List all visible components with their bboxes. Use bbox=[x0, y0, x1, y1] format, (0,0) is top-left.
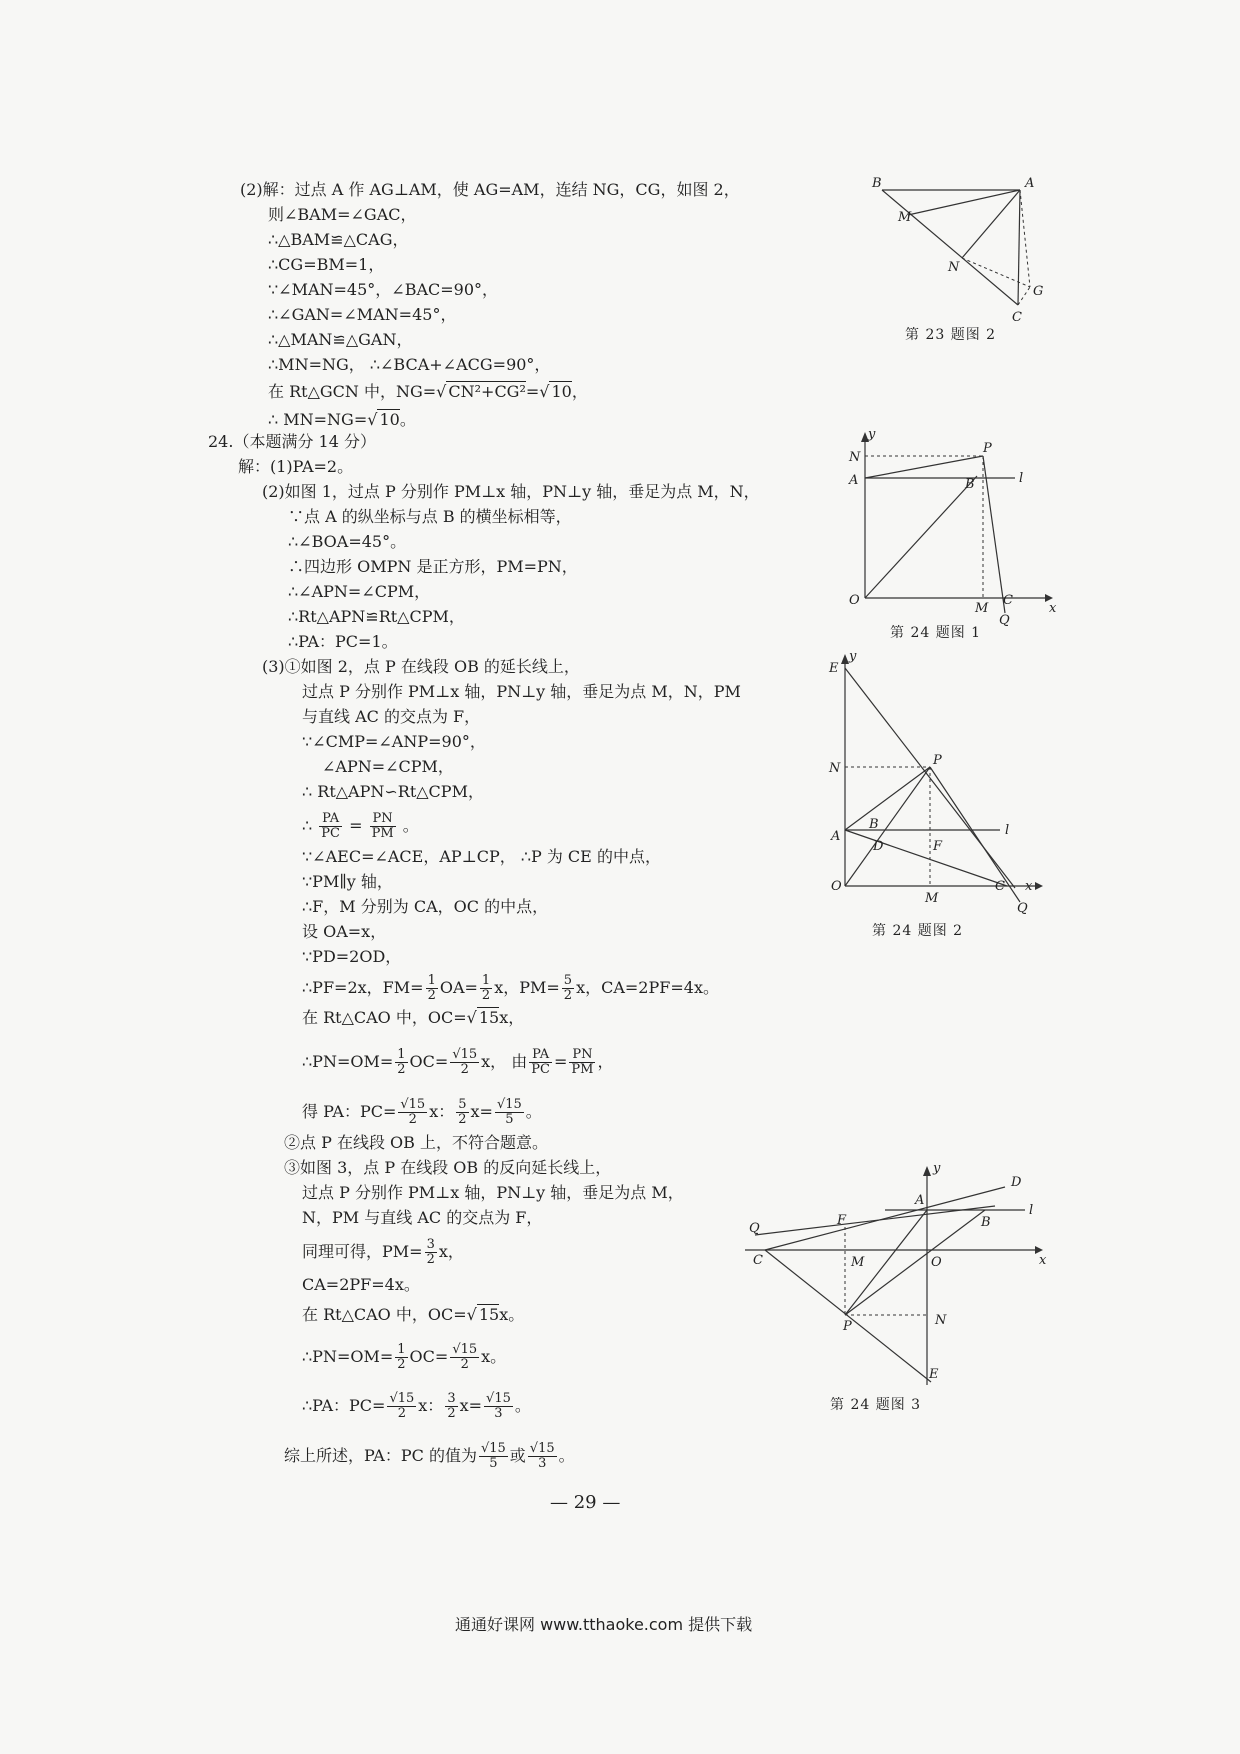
q24-p2: (2)如图 1，过点 P 分别作 PM⊥x 轴，PN⊥y 轴，垂足为点 M，N， bbox=[262, 482, 760, 501]
frac-den: 5 bbox=[505, 1112, 514, 1127]
q24-caption-1: 第 24 题图 1 bbox=[890, 625, 982, 641]
q24-p9: (3)①如图 2，点 P 在线段 OB 的延长线上， bbox=[262, 657, 580, 676]
frac-den: 2 bbox=[397, 1357, 406, 1372]
q24-p12: ∵∠CMP=∠ANP=90°， bbox=[302, 732, 486, 751]
frac-num: 1 bbox=[397, 1047, 406, 1062]
q23-line-6: ∴∠GAN=∠MAN=45°， bbox=[268, 305, 457, 324]
svg-text:y: y bbox=[933, 1161, 941, 1176]
svg-text:B: B bbox=[965, 477, 975, 492]
frac-num: PA bbox=[319, 812, 342, 827]
q24-p22: 在 Rt△CAO 中，OC=√ 15x， bbox=[302, 1008, 525, 1027]
frac bbox=[456, 1098, 468, 1127]
q23-figure bbox=[870, 175, 1060, 325]
svg-text:N: N bbox=[935, 1313, 947, 1328]
q24-p3: ∵点 A 的纵坐标与点 B 的横坐标相等， bbox=[288, 507, 572, 526]
q24-p14: ∴ Rt△APN∽Rt△CPM， bbox=[302, 782, 484, 801]
q23-l9-sqrt: CN²+CG² bbox=[448, 382, 526, 401]
frac-num: 3 bbox=[447, 1391, 456, 1406]
q24-p10: 过点 P 分别作 PM⊥x 轴，PN⊥y 轴，垂足为点 M，N，PM bbox=[302, 682, 741, 701]
svg-text:P: P bbox=[983, 441, 992, 456]
t: x。 bbox=[481, 1347, 507, 1366]
q23-l10-text: ∴ MN=NG= bbox=[268, 410, 368, 429]
q24-figure-2 bbox=[825, 650, 1055, 920]
svg-text:B: B bbox=[872, 176, 882, 191]
svg-text:Q: Q bbox=[749, 1221, 760, 1236]
svg-text:P: P bbox=[933, 753, 942, 768]
t: x： bbox=[429, 1102, 455, 1121]
q24-p30: CA=2PF=4x。 bbox=[302, 1275, 420, 1294]
q23-caption: 第 23 题图 2 bbox=[905, 327, 997, 343]
q24-p1: 解：(1)PA=2。 bbox=[238, 457, 354, 476]
frac bbox=[450, 1048, 479, 1077]
frac-den: PM bbox=[371, 826, 394, 841]
svg-text:M: M bbox=[898, 210, 912, 225]
q24-p13: ∠APN=∠CPM， bbox=[322, 757, 454, 776]
frac-num: 1 bbox=[397, 1342, 406, 1357]
t: OC= bbox=[409, 1347, 449, 1366]
svg-text:A: A bbox=[831, 829, 841, 844]
t: 同理可得，PM= bbox=[302, 1242, 423, 1261]
q24-p25: ②点 P 在线段 OB 上，不符合题意。 bbox=[284, 1133, 548, 1152]
svg-text:N: N bbox=[948, 260, 960, 275]
frac-num: 1 bbox=[427, 973, 436, 988]
q24-p33 bbox=[302, 1392, 531, 1421]
frac-den: 2 bbox=[447, 1406, 456, 1421]
svg-text:l: l bbox=[1019, 471, 1024, 486]
t: x， 由 bbox=[481, 1052, 528, 1071]
frac bbox=[529, 1048, 552, 1077]
svg-text:A: A bbox=[849, 473, 859, 488]
q23-line-2: 则∠BAM=∠GAC， bbox=[268, 205, 417, 224]
t: x，CA=2PF=4x。 bbox=[576, 978, 719, 997]
svg-text:D: D bbox=[873, 839, 884, 854]
t: ∴PN=OM= bbox=[302, 1052, 394, 1071]
q24-p19: 设 OA=x， bbox=[302, 922, 387, 941]
svg-text:B: B bbox=[869, 817, 879, 832]
frac bbox=[569, 1048, 595, 1077]
svg-text:l: l bbox=[1005, 823, 1010, 838]
q24-p27: 过点 P 分别作 PM⊥x 轴，PN⊥y 轴，垂足为点 M， bbox=[302, 1183, 684, 1202]
frac-den: 3 bbox=[494, 1406, 503, 1421]
svg-text:O: O bbox=[849, 593, 860, 608]
t: 或 bbox=[509, 1446, 526, 1465]
svg-text:A: A bbox=[1025, 176, 1035, 191]
q24-p23 bbox=[302, 1048, 613, 1077]
t: ∴PA：PC= bbox=[302, 1396, 386, 1415]
frac-den: 5 bbox=[489, 1456, 498, 1471]
t: 综上所述，PA：PC 的值为 bbox=[284, 1446, 477, 1465]
frac-den: PM bbox=[571, 1062, 594, 1077]
svg-text:N: N bbox=[829, 761, 841, 776]
q24-p15-frac1 bbox=[319, 812, 342, 841]
frac-den: 2 bbox=[460, 1357, 469, 1372]
q24-header: 24.（本题满分 14 分） bbox=[208, 432, 376, 451]
svg-text:P: P bbox=[843, 1319, 852, 1334]
frac-den: 2 bbox=[427, 988, 436, 1003]
q24-p7: ∴Rt△APN≌Rt△CPM， bbox=[288, 607, 465, 626]
frac bbox=[479, 1442, 508, 1471]
svg-text:y: y bbox=[868, 427, 876, 442]
frac-den: 2 bbox=[458, 1112, 467, 1127]
q24-p34 bbox=[284, 1442, 575, 1471]
sqrt: 15 bbox=[478, 1305, 500, 1324]
frac-den: 2 bbox=[397, 1062, 406, 1077]
q23-line-10: ∴ MN=NG=√ 10。 bbox=[268, 410, 416, 429]
q24-p29 bbox=[302, 1238, 464, 1267]
q24-p5: ∴四边形 OMPN 是正方形，PM=PN， bbox=[288, 557, 578, 576]
q23-line-5: ∵∠MAN=45°，∠BAC=90°， bbox=[268, 280, 499, 299]
frac bbox=[528, 1442, 557, 1471]
frac bbox=[395, 1048, 407, 1077]
q24-figure-1 bbox=[835, 427, 1057, 628]
frac-num: 5 bbox=[458, 1097, 467, 1112]
t: 在 Rt△CAO 中，OC= bbox=[302, 1008, 467, 1027]
t: x= bbox=[470, 1102, 493, 1121]
t: = bbox=[553, 1052, 568, 1071]
q24-p4: ∴∠BOA=45°。 bbox=[288, 532, 407, 551]
svg-text:F: F bbox=[837, 1213, 847, 1228]
q24-figure-3 bbox=[735, 1160, 1055, 1390]
q23-line-9: 在 Rt△GCN 中，NG=√ CN²+CG²=√ 10， bbox=[268, 382, 588, 401]
q24-p24 bbox=[302, 1098, 542, 1127]
svg-text:D: D bbox=[1011, 1175, 1022, 1190]
q24-caption-3: 第 24 题图 3 bbox=[830, 1397, 922, 1413]
svg-text:F: F bbox=[933, 839, 943, 854]
frac bbox=[395, 1343, 407, 1372]
q24-p26: ③如图 3，点 P 在线段 OB 的反向延长线上， bbox=[284, 1158, 612, 1177]
t: x= bbox=[459, 1396, 483, 1415]
svg-text:x: x bbox=[1025, 879, 1033, 894]
frac-den: 2 bbox=[426, 1252, 435, 1267]
svg-text:x: x bbox=[1049, 601, 1057, 616]
q24-p21 bbox=[302, 974, 719, 1003]
frac bbox=[387, 1392, 416, 1421]
svg-text:C: C bbox=[753, 1253, 763, 1268]
frac bbox=[495, 1098, 524, 1127]
svg-text:E: E bbox=[929, 1367, 939, 1382]
frac bbox=[562, 974, 574, 1003]
svg-text:C: C bbox=[1012, 310, 1022, 325]
q24-p32 bbox=[302, 1343, 506, 1372]
frac-den: PC bbox=[321, 826, 340, 841]
frac bbox=[398, 1098, 427, 1127]
q23-l9-text: 在 Rt△GCN 中，NG= bbox=[268, 382, 437, 401]
svg-text:N: N bbox=[849, 450, 861, 465]
frac-num: √15 bbox=[389, 1391, 415, 1406]
svg-text:O: O bbox=[931, 1255, 942, 1270]
q23-line-1: (2)解：过点 A 作 AG⊥AM，使 AG=AM，连结 NG，CG，如图 2， bbox=[240, 180, 740, 199]
frac-den: 2 bbox=[563, 988, 573, 1003]
svg-text:C: C bbox=[1003, 593, 1013, 608]
q23-l10-sqrt: 10 bbox=[379, 410, 400, 429]
t: 在 Rt△CAO 中，OC= bbox=[302, 1305, 467, 1324]
frac-num: √15 bbox=[496, 1097, 522, 1112]
svg-text:M: M bbox=[851, 1255, 865, 1270]
q23-line-8: ∴MN=NG， ∴∠BCA+∠ACG=90°， bbox=[268, 355, 551, 374]
t: x，PM= bbox=[494, 978, 560, 997]
t: OA= bbox=[439, 978, 478, 997]
t: ， bbox=[597, 1052, 614, 1071]
svg-text:A: A bbox=[915, 1193, 925, 1208]
svg-text:O: O bbox=[831, 879, 842, 894]
frac-num: PN bbox=[370, 812, 396, 827]
q23-l9-end: ， bbox=[571, 382, 588, 401]
frac-num: 3 bbox=[426, 1237, 435, 1252]
q23-l9-sqrt2: 10 bbox=[551, 382, 572, 401]
t: x： bbox=[418, 1396, 444, 1415]
q24-p17: ∵PM∥y 轴， bbox=[302, 872, 393, 891]
q23-l10-end: 。 bbox=[399, 410, 416, 429]
q24-p15-pre: ∴ bbox=[302, 816, 313, 835]
t: 。 bbox=[525, 1102, 542, 1121]
frac-num: PA bbox=[529, 1048, 552, 1063]
frac bbox=[484, 1392, 513, 1421]
q24-caption-2: 第 24 题图 2 bbox=[872, 923, 964, 939]
t: 得 PA：PC= bbox=[302, 1102, 397, 1121]
frac-num: √15 bbox=[486, 1391, 511, 1406]
q24-p20: ∵PD=2OD， bbox=[302, 947, 402, 966]
svg-text:x: x bbox=[1039, 1253, 1047, 1268]
frac-num: √15 bbox=[529, 1441, 555, 1456]
q23-line-4: ∴CG=BM=1， bbox=[268, 255, 385, 274]
svg-text:E: E bbox=[829, 661, 839, 676]
t: 。 bbox=[558, 1446, 575, 1465]
frac-num: 1 bbox=[481, 973, 491, 988]
frac-den: 3 bbox=[538, 1456, 547, 1471]
frac-den: 2 bbox=[481, 988, 491, 1003]
frac bbox=[425, 1238, 437, 1267]
q24-p15-end: 。 bbox=[402, 816, 419, 835]
frac-num: √15 bbox=[452, 1047, 478, 1062]
t: ∴PN=OM= bbox=[302, 1347, 394, 1366]
svg-text:y: y bbox=[849, 649, 857, 664]
svg-text:M: M bbox=[925, 891, 939, 906]
q23-line-7: ∴△MAN≌△GAN， bbox=[268, 330, 413, 349]
frac bbox=[480, 974, 492, 1003]
frac-den: PC bbox=[531, 1062, 550, 1077]
frac-num: PN bbox=[569, 1048, 595, 1063]
q24-p15-eq: = bbox=[349, 816, 363, 835]
frac bbox=[426, 974, 438, 1003]
frac bbox=[450, 1343, 479, 1372]
q24-p15 bbox=[302, 812, 419, 841]
sqrt: 15 bbox=[478, 1008, 500, 1027]
q24-p15-frac2 bbox=[370, 812, 396, 841]
q24-p18: ∴F，M 分别为 CA，OC 的中点， bbox=[302, 897, 549, 916]
frac-num: √15 bbox=[480, 1441, 506, 1456]
q23-l9-eq: = bbox=[525, 382, 540, 401]
q24-p11: 与直线 AC 的交点为 F， bbox=[302, 707, 481, 726]
t: x。 bbox=[499, 1305, 525, 1324]
footer-download-note: 通通好课网 www.tthaoke.com 提供下载 bbox=[455, 1615, 753, 1634]
page-number: — 29 — bbox=[550, 1492, 621, 1513]
q24-p6: ∴∠APN=∠CPM， bbox=[288, 582, 431, 601]
svg-text:Q: Q bbox=[1017, 901, 1028, 916]
frac bbox=[445, 1392, 457, 1421]
svg-text:l: l bbox=[1029, 1203, 1034, 1218]
q24-p8: ∴PA：PC=1。 bbox=[288, 632, 398, 651]
svg-text:M: M bbox=[975, 601, 989, 616]
t: OC= bbox=[409, 1052, 449, 1071]
t: 。 bbox=[514, 1396, 531, 1415]
q23-line-3: ∴△BAM≌△CAG， bbox=[268, 230, 409, 249]
t: ∴PF=2x，FM= bbox=[302, 978, 424, 997]
svg-text:C: C bbox=[995, 879, 1005, 894]
frac-den: 2 bbox=[397, 1406, 406, 1421]
svg-text:Q: Q bbox=[999, 613, 1010, 628]
q24-p28: N，PM 与直线 AC 的交点为 F， bbox=[302, 1208, 543, 1227]
frac-num: 5 bbox=[563, 973, 573, 988]
t: x， bbox=[438, 1242, 464, 1261]
frac-den: 2 bbox=[460, 1062, 469, 1077]
frac-den: 2 bbox=[408, 1112, 417, 1127]
q24-p16: ∵∠AEC=∠ACE，AP⊥CP， ∴P 为 CE 的中点， bbox=[302, 847, 661, 866]
q24-p31: 在 Rt△CAO 中，OC=√ 15x。 bbox=[302, 1305, 525, 1324]
svg-text:B: B bbox=[981, 1215, 991, 1230]
svg-text:G: G bbox=[1033, 284, 1044, 299]
t: x， bbox=[499, 1008, 525, 1027]
frac-num: √15 bbox=[452, 1342, 478, 1357]
frac-num: √15 bbox=[400, 1097, 426, 1112]
